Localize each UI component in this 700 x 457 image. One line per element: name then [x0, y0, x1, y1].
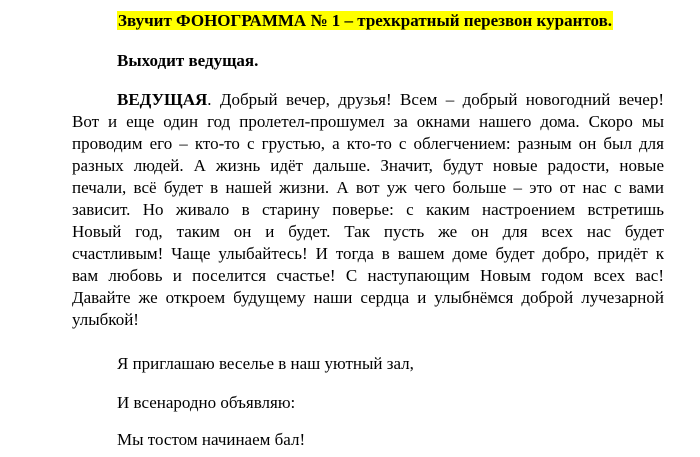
speech-line-5: печали, всё будет в нашей жизни. А вот уж чего больше – это от нас с вами	[72, 178, 664, 197]
speech-line-10: Давайте же откроем будущему наши сердца и улыбнёмся доброй лучезарной	[72, 288, 664, 307]
speech-line-3: проводим его – кто-то с грустью, а кто-то с облегчением: разным он был для	[72, 134, 664, 153]
enter-direction: Выходит ведущая.	[117, 51, 259, 70]
stage-direction-highlight: Звучит ФОНОГРАММА № 1 – трехкратный перезвон курантов.	[118, 11, 612, 30]
speech-line-7: Новый год, таким он и будет. Так пусть же он для всех нас будет	[72, 222, 664, 241]
speech-line-6: зависит. Но живало в старину поверье: с каким настроением встретишь	[72, 200, 664, 219]
speech-line-2: Вот и еще один год пролетел-прошумел за окнами нашего дома. Скоро мы	[72, 112, 664, 131]
verse-line-1: Я приглашаю веселье в наш уютный зал,	[117, 354, 414, 373]
stage-direction	[117, 10, 613, 32]
speech-line-11: улыбкой!	[72, 310, 139, 329]
speech-line-1	[117, 89, 664, 111]
speech-line-9: вам любовь и поселится счастье! С наступающим Новым годом всех вас!	[72, 266, 664, 285]
speech-line-8: счастливым! Чаще улыбайтесь! И тогда в вашем доме будет добро, придёт к	[72, 244, 664, 263]
speech-line-4: разных людей. А жизнь идёт дальше. Значит, будут новые радости, новые	[72, 156, 664, 175]
verse-line-2: И всенародно объявляю:	[117, 393, 296, 412]
speaker-name: ВЕДУЩАЯ	[117, 90, 208, 109]
speech-line-1-text: . Добрый вечер, друзья! Всем – добрый новогодний вечер!	[207, 90, 664, 109]
verse-line-3: Мы тостом начинаем бал!	[117, 430, 306, 449]
